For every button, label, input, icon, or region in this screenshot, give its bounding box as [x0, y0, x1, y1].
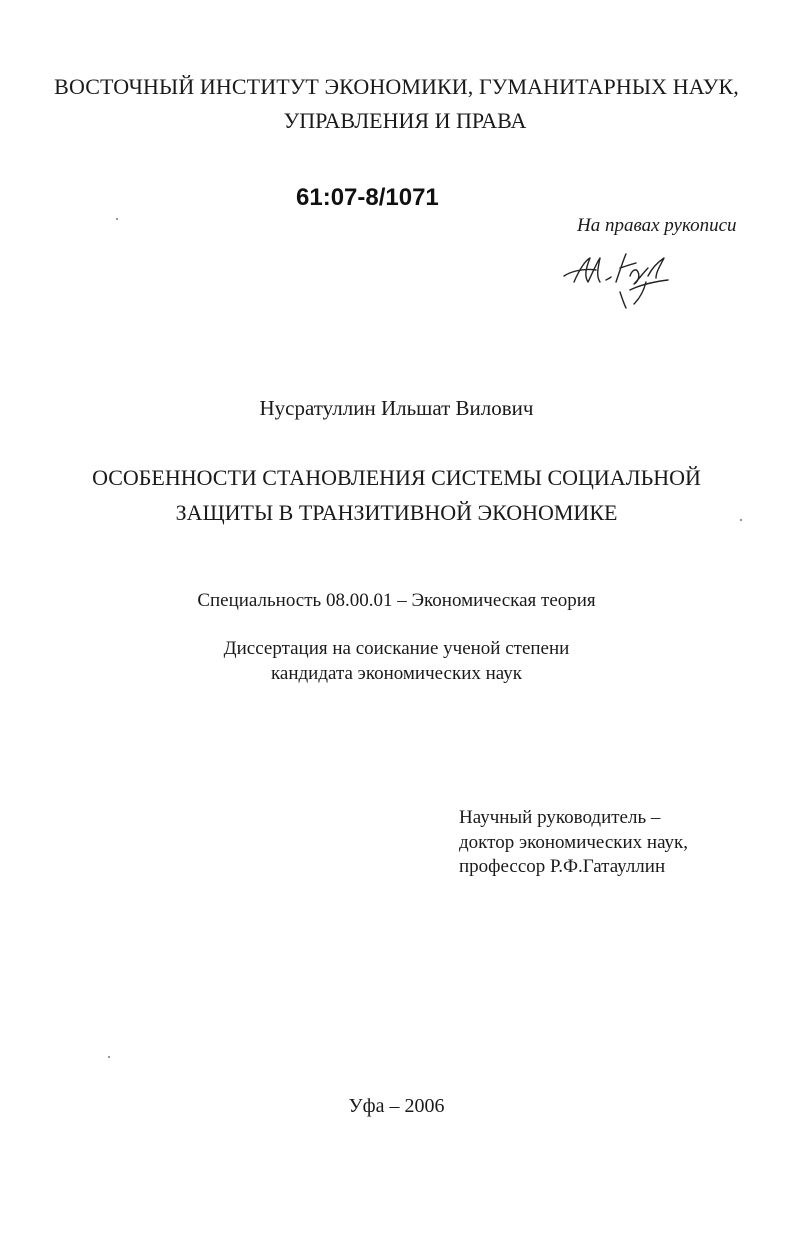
author-name: Нусратуллин Ильшат Вилович — [259, 396, 534, 420]
dissertation-title-line-2: ЗАЩИТЫ В ТРАНЗИТИВНОЙ ЭКОНОМИКЕ — [175, 500, 618, 525]
degree-line-1: Диссертация на соискание ученой степени — [223, 638, 570, 659]
handwritten-signature — [560, 246, 680, 312]
scan-speck — [108, 1056, 110, 1058]
degree-line-2: кандидата экономических наук — [270, 663, 523, 684]
dissertation-title-line-1: ОСОБЕННОСТИ СТАНОВЛЕНИЯ СИСТЕМЫ СОЦИАЛЬНОЙ — [92, 465, 701, 490]
scan-speck — [740, 519, 742, 521]
institute-name-line-2: УПРАВЛЕНИЯ И ПРАВА — [283, 108, 527, 133]
rights-note: На правах рукописи — [577, 215, 737, 236]
supervisor-line-1: Научный руководитель – — [459, 807, 661, 828]
institute-name-line-1: ВОСТОЧНЫЙ ИНСТИТУТ ЭКОНОМИКИ, ГУМАНИТАРНЫХ НАУК, — [54, 74, 739, 99]
place-and-year: Уфа – 2006 — [348, 1095, 445, 1117]
supervisor-line-2: доктор экономических наук, — [459, 832, 689, 853]
supervisor-line-3: профессор Р.Ф.Гатауллин — [459, 856, 666, 877]
library-stamp-code: 61:07-8/1071 — [296, 184, 439, 211]
specialty: Специальность 08.00.01 – Экономическая теория — [197, 590, 596, 611]
scan-speck — [116, 218, 118, 220]
